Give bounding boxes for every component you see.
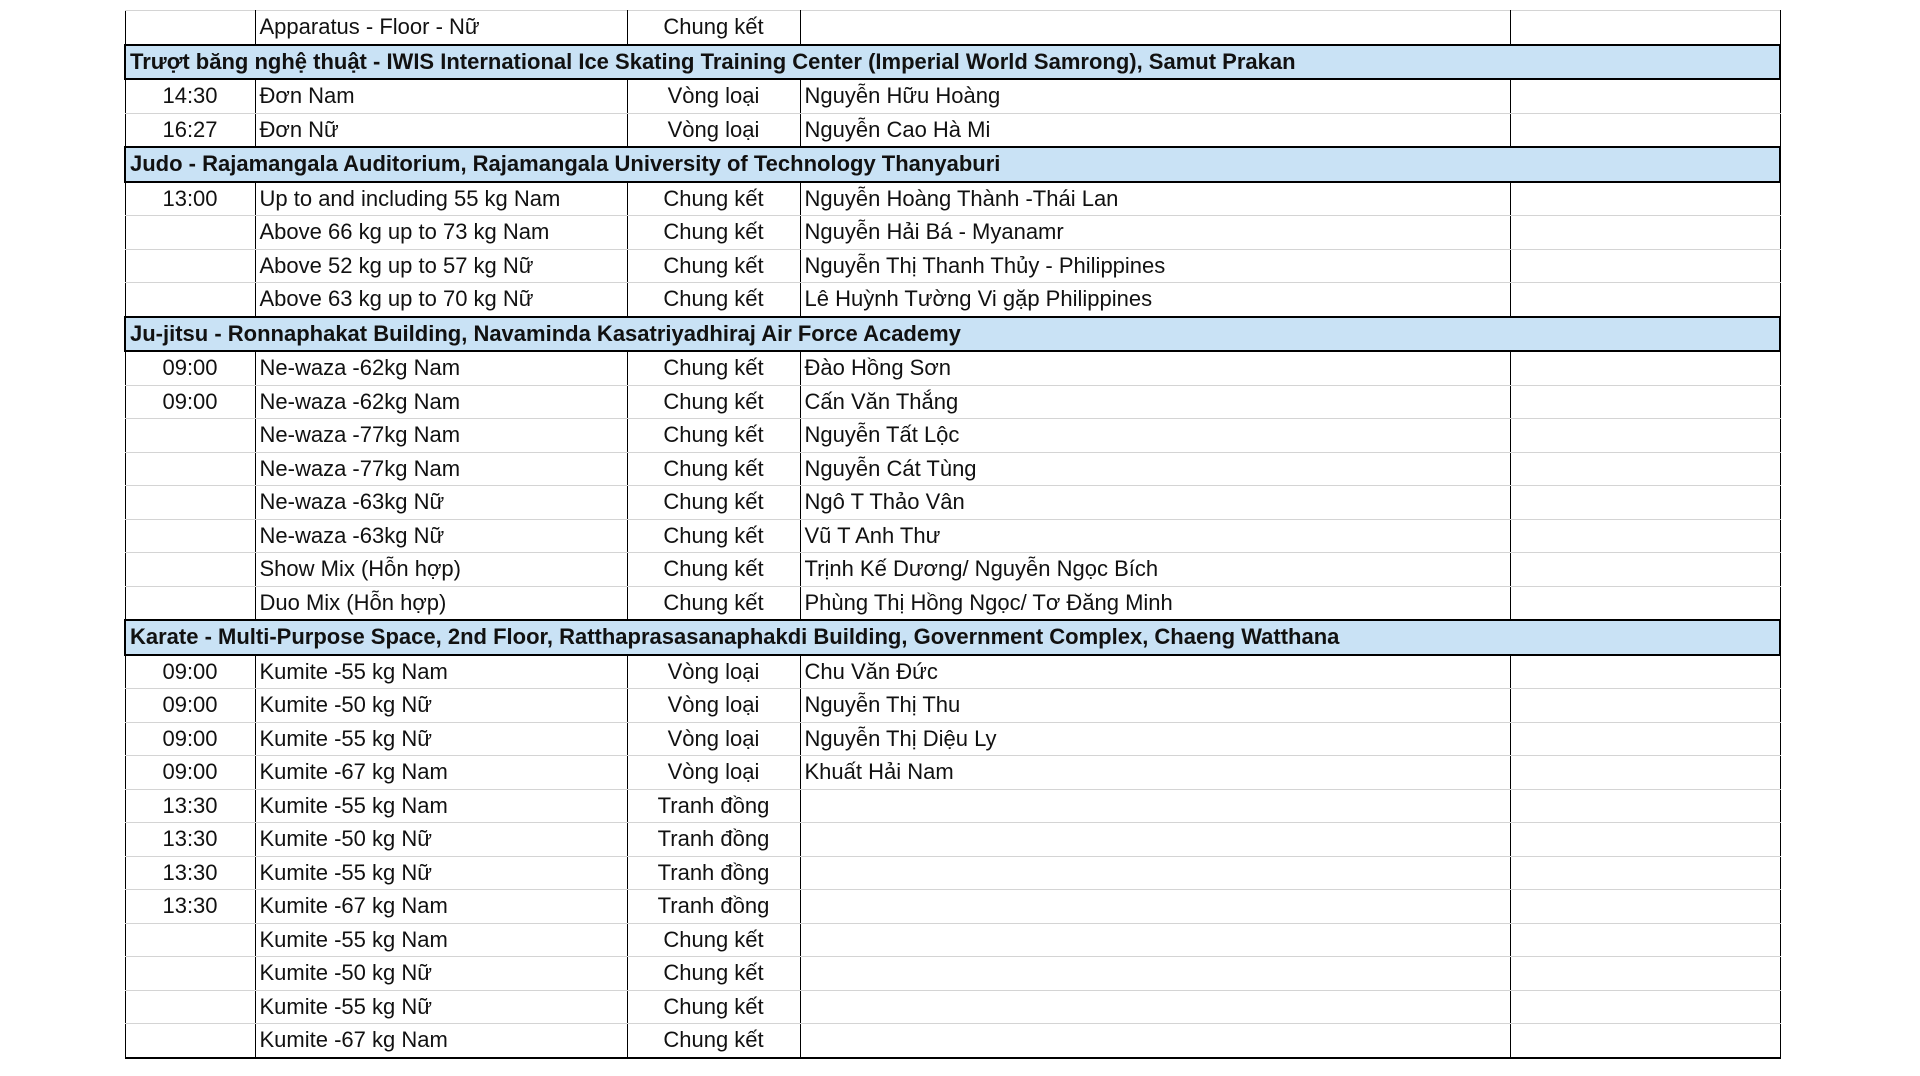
extra-cell [1510,553,1780,587]
table-row [125,351,1780,385]
round-cell: Chung kết [627,990,800,1024]
round-cell: Chung kết [627,249,800,283]
table-row [125,519,1780,553]
athletes-cell: Khuất Hải Nam [800,756,1510,790]
extra-cell [1510,789,1780,823]
event-cell: Above 52 kg up to 57 kg Nữ [255,249,627,283]
time-cell [125,923,255,957]
event-cell: Kumite -67 kg Nam [255,756,627,790]
event-cell: Kumite -50 kg Nữ [255,957,627,991]
table-row [125,283,1780,317]
event-cell: Kumite -55 kg Nữ [255,856,627,890]
section-header-row [125,620,1780,655]
athletes-cell: Nguyễn Hải Bá - Myanamr [800,216,1510,250]
time-cell [125,486,255,520]
athletes-cell: Nguyễn Hoàng Thành -Thái Lan [800,182,1510,216]
section-title: Judo - Rajamangala Auditorium, Rajamangala University of Technology Thanyaburi [125,147,1780,182]
table-row [125,113,1780,147]
time-cell [125,1024,255,1058]
extra-cell [1510,655,1780,689]
round-cell: Chung kết [627,351,800,385]
table-row [125,990,1780,1024]
table-row [125,79,1780,113]
section-title: Ju-jitsu - Ronnaphakat Building, Navaminda Kasatriyadhiraj Air Force Academy [125,317,1780,352]
event-cell: Duo Mix (Hỗn hợp) [255,586,627,620]
athletes-cell [800,856,1510,890]
table-row [125,586,1780,620]
extra-cell [1510,957,1780,991]
round-cell: Chung kết [627,283,800,317]
round-cell: Chung kết [627,923,800,957]
athletes-cell [800,1024,1510,1058]
round-cell: Vòng loại [627,113,800,147]
event-cell: Kumite -55 kg Nữ [255,722,627,756]
extra-cell [1510,519,1780,553]
athletes-cell [800,923,1510,957]
event-cell: Kumite -55 kg Nam [255,923,627,957]
table-row [125,249,1780,283]
round-cell: Chung kết [627,553,800,587]
extra-cell [1510,249,1780,283]
event-cell: Kumite -50 kg Nữ [255,689,627,723]
event-cell: Apparatus - Floor - Nữ [255,11,627,45]
extra-cell [1510,113,1780,147]
round-cell: Chung kết [627,216,800,250]
time-cell [125,519,255,553]
extra-cell [1510,689,1780,723]
athletes-cell [800,789,1510,823]
round-cell: Chung kết [627,182,800,216]
extra-cell [1510,11,1780,45]
table-row [125,1024,1780,1058]
event-cell: Ne-waza -63kg Nữ [255,519,627,553]
athletes-cell: Cấn Văn Thắng [800,385,1510,419]
round-cell: Tranh đồng [627,890,800,924]
event-cell: Kumite -67 kg Nam [255,1024,627,1058]
event-cell: Đơn Nữ [255,113,627,147]
table-row [125,957,1780,991]
extra-cell [1510,756,1780,790]
round-cell: Vòng loại [627,756,800,790]
athletes-cell: Đào Hồng Sơn [800,351,1510,385]
round-cell: Chung kết [627,452,800,486]
time-cell: 13:30 [125,823,255,857]
athletes-cell: Trịnh Kế Dương/ Nguyễn Ngọc Bích [800,553,1510,587]
table-row [125,722,1780,756]
event-cell: Ne-waza -77kg Nam [255,419,627,453]
round-cell: Chung kết [627,419,800,453]
table-row [125,11,1780,45]
schedule-sheet [124,10,1779,1059]
event-cell: Đơn Nam [255,79,627,113]
extra-cell [1510,990,1780,1024]
extra-cell [1510,486,1780,520]
extra-cell [1510,1024,1780,1058]
table-row [125,856,1780,890]
extra-cell [1510,856,1780,890]
table-row [125,689,1780,723]
event-cell: Kumite -50 kg Nữ [255,823,627,857]
extra-cell [1510,216,1780,250]
extra-cell [1510,923,1780,957]
round-cell: Chung kết [627,586,800,620]
athletes-cell: Vũ T Anh Thư [800,519,1510,553]
athletes-cell: Chu Văn Đức [800,655,1510,689]
round-cell: Tranh đồng [627,823,800,857]
extra-cell [1510,419,1780,453]
athletes-cell: Nguyễn Cát Tùng [800,452,1510,486]
event-cell: Kumite -55 kg Nam [255,789,627,823]
event-cell: Ne-waza -62kg Nam [255,351,627,385]
event-cell: Up to and including 55 kg Nam [255,182,627,216]
round-cell: Chung kết [627,519,800,553]
extra-cell [1510,351,1780,385]
time-cell [125,990,255,1024]
time-cell [125,553,255,587]
round-cell: Vòng loại [627,722,800,756]
time-cell: 14:30 [125,79,255,113]
round-cell: Vòng loại [627,689,800,723]
round-cell: Chung kết [627,11,800,45]
time-cell [125,419,255,453]
round-cell: Chung kết [627,486,800,520]
table-row [125,789,1780,823]
section-title: Trượt băng nghệ thuật - IWIS International Ice Skating Training Center (Imperial World Samrong), Samut Prakan [125,45,1780,80]
time-cell [125,452,255,486]
time-cell: 09:00 [125,655,255,689]
athletes-cell: Ngô T Thảo Vân [800,486,1510,520]
time-cell [125,11,255,45]
event-cell: Kumite -55 kg Nam [255,655,627,689]
round-cell: Chung kết [627,957,800,991]
table-row [125,923,1780,957]
table-row [125,655,1780,689]
round-cell: Chung kết [627,385,800,419]
time-cell: 13:30 [125,789,255,823]
round-cell: Tranh đồng [627,856,800,890]
table-row [125,486,1780,520]
athletes-cell: Nguyễn Thị Thanh Thủy - Philippines [800,249,1510,283]
athletes-cell: Nguyễn Tất Lộc [800,419,1510,453]
time-cell: 13:30 [125,890,255,924]
event-cell: Kumite -55 kg Nữ [255,990,627,1024]
time-cell: 09:00 [125,722,255,756]
table-row [125,216,1780,250]
table-row [125,553,1780,587]
section-header-row [125,147,1780,182]
round-cell: Vòng loại [627,79,800,113]
round-cell: Chung kết [627,1024,800,1058]
extra-cell [1510,722,1780,756]
time-cell [125,249,255,283]
athletes-cell [800,890,1510,924]
extra-cell [1510,385,1780,419]
section-title: Karate - Multi-Purpose Space, 2nd Floor, Ratthaprasasanaphakdi Building, Government Complex, Chaeng Watthana [125,620,1780,655]
time-cell [125,283,255,317]
time-cell: 09:00 [125,385,255,419]
athletes-cell: Nguyễn Thị Thu [800,689,1510,723]
time-cell: 13:00 [125,182,255,216]
athletes-cell: Nguyễn Hữu Hoàng [800,79,1510,113]
time-cell [125,957,255,991]
extra-cell [1510,586,1780,620]
schedule-table [124,10,1781,1059]
time-cell [125,216,255,250]
table-row [125,419,1780,453]
athletes-cell [800,11,1510,45]
event-cell: Above 63 kg up to 70 kg Nữ [255,283,627,317]
table-row [125,890,1780,924]
extra-cell [1510,283,1780,317]
time-cell: 09:00 [125,351,255,385]
athletes-cell [800,823,1510,857]
athletes-cell: Nguyễn Cao Hà Mi [800,113,1510,147]
table-row [125,385,1780,419]
round-cell: Tranh đồng [627,789,800,823]
time-cell: 13:30 [125,856,255,890]
extra-cell [1510,890,1780,924]
table-row [125,452,1780,486]
event-cell: Above 66 kg up to 73 kg Nam [255,216,627,250]
extra-cell [1510,823,1780,857]
section-header-row [125,45,1780,80]
table-row [125,823,1780,857]
table-row [125,182,1780,216]
time-cell: 09:00 [125,756,255,790]
athletes-cell [800,957,1510,991]
event-cell: Ne-waza -62kg Nam [255,385,627,419]
athletes-cell: Lê Huỳnh Tường Vi gặp Philippines [800,283,1510,317]
event-cell: Ne-waza -77kg Nam [255,452,627,486]
athletes-cell: Phùng Thị Hồng Ngọc/ Tơ Đăng Minh [800,586,1510,620]
event-cell: Show Mix (Hỗn hợp) [255,553,627,587]
schedule-body [125,11,1780,1058]
event-cell: Kumite -67 kg Nam [255,890,627,924]
extra-cell [1510,182,1780,216]
extra-cell [1510,452,1780,486]
athletes-cell [800,990,1510,1024]
table-row [125,756,1780,790]
athletes-cell: Nguyễn Thị Diệu Ly [800,722,1510,756]
extra-cell [1510,79,1780,113]
section-header-row [125,317,1780,352]
event-cell: Ne-waza -63kg Nữ [255,486,627,520]
time-cell [125,586,255,620]
time-cell: 16:27 [125,113,255,147]
round-cell: Vòng loại [627,655,800,689]
time-cell: 09:00 [125,689,255,723]
